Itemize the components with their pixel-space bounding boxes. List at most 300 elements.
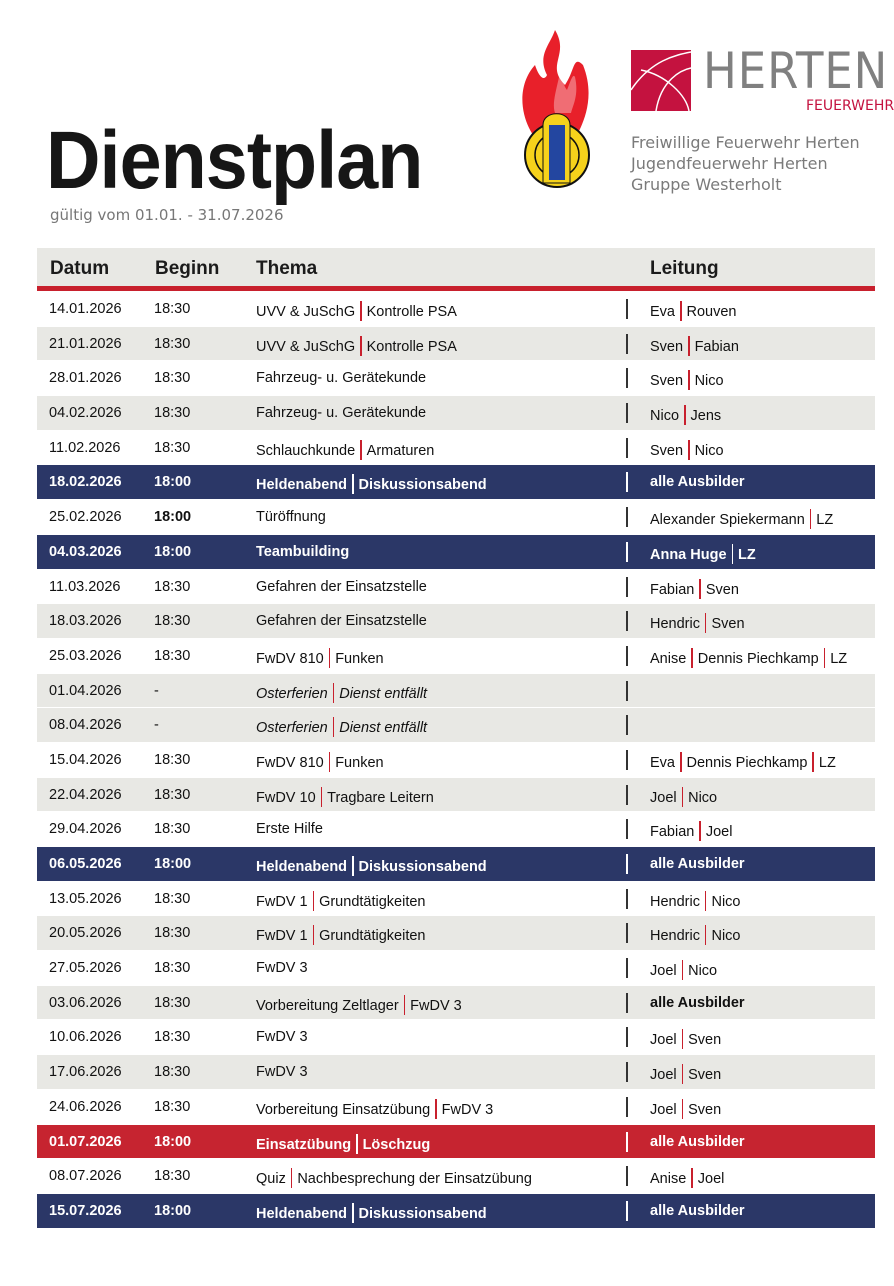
cell-theme [256,1134,430,1154]
column-divider [626,334,628,354]
separator [699,579,701,599]
cell-time: 18:30 [154,786,191,803]
lead-part: Joel [650,1032,677,1049]
separator [682,1099,684,1119]
theme-part: Kontrolle PSA [366,338,457,355]
lead-part: Nico [711,893,741,910]
cell-lead [650,474,745,491]
cell-time: 18:30 [154,890,191,907]
cell-date: 28.01.2026 [49,370,122,387]
cell-date: 06.05.2026 [49,856,122,872]
cell-theme [256,787,434,807]
cell-lead [650,995,745,1012]
lead-part: Sven [688,1032,722,1049]
lead-part: Fabian [650,824,695,841]
table-row [37,674,875,709]
validity-text: gültig vom 01.01. - 31.07.2026 [50,206,284,224]
table-row [37,465,875,500]
separator [688,336,690,356]
table-row [37,1055,875,1090]
column-divider [626,542,628,562]
theme-part: Teambuilding [256,543,350,560]
separator [691,648,693,668]
table-row [37,916,875,951]
cell-date: 22.04.2026 [49,786,122,803]
lead-part: Dennis Piechkamp [686,754,808,771]
cell-theme [256,891,425,911]
theme-part: Armaturen [366,442,435,459]
lead-part: Joel [705,824,733,841]
column-divider [626,715,628,735]
column-divider [626,785,628,805]
cell-lead [650,1168,724,1188]
theme-part: Schlauchkunde [256,442,356,459]
cell-theme [256,509,326,526]
table-row [37,292,875,327]
separator [329,752,331,772]
table-row [37,1194,875,1229]
lead-part: Nico [694,373,724,390]
separator [680,301,682,321]
separator [682,787,684,807]
cell-time: 18:30 [154,613,191,630]
lead-part: Alexander Spiekermann [650,512,805,529]
column-divider [626,681,628,701]
lead-part: Joel [650,1067,677,1084]
separator [824,648,826,668]
cell-lead [650,1134,745,1151]
cell-theme [256,960,308,977]
lead-part: Eva [650,754,675,771]
theme-part: Gefahren der Einsatzstelle [256,578,427,595]
cell-lead [650,648,847,668]
cell-theme [256,336,457,356]
cell-date: 04.02.2026 [49,405,122,422]
lead-part: Anna Huge [650,546,727,563]
theme-part: FwDV 810 [256,754,324,771]
separator [680,752,682,772]
cell-time: 18:00 [154,1202,192,1219]
lead-part: Rouven [686,304,737,320]
separator [732,544,734,564]
theme-part: FwDV 1 [256,928,308,945]
table-row [37,604,875,639]
column-header-leitung: Leitung [650,258,719,279]
cell-lead [650,579,739,599]
table-row [37,639,875,674]
separator [356,1134,358,1154]
separator [691,1168,693,1188]
table-row [37,327,875,362]
lead-part: Nico [694,442,724,459]
theme-part: Diskussionsabend [358,477,487,494]
theme-part: Kontrolle PSA [366,304,457,320]
separator [699,821,701,841]
cell-date: 11.02.2026 [49,439,121,456]
lead-part: Hendric [650,893,700,910]
lead-part: Eva [650,304,675,320]
theme-part: FwDV 3 [410,997,462,1014]
cell-date: 21.01.2026 [49,335,122,352]
cell-lead [650,544,756,564]
lead-part: Jens [690,408,722,425]
separator [291,1168,293,1188]
lead-part: Fabian [694,338,739,355]
cell-theme [256,925,425,945]
theme-part: Quiz [256,1171,286,1188]
table-row [37,743,875,778]
column-divider [626,923,628,943]
lead-part: Joel [650,963,677,980]
cell-date: 11.03.2026 [49,578,121,595]
cell-lead [650,336,739,356]
cell-time: 18:00 [154,543,192,560]
separator [705,891,707,911]
cell-lead [650,405,721,425]
theme-part: Fahrzeug- u. Gerätekunde [256,370,427,387]
theme-part: Türöffnung [256,509,326,526]
lead-part: Anise [650,650,687,667]
theme-part: FwDV 810 [256,650,324,667]
separator [329,648,331,668]
separator [360,440,362,460]
theme-part: FwDV 3 [256,1029,308,1046]
theme-part: FwDV 1 [256,893,308,910]
cell-lead [650,301,736,321]
cell-time: 18:30 [154,1064,191,1081]
dfv-logo [515,25,595,200]
theme-part: Grundtätigkeiten [319,928,426,945]
lead-part: Nico [711,928,741,945]
cell-time: 18:30 [154,370,191,387]
table-row [37,882,875,917]
theme-part: Osterferien [256,685,328,702]
lead-part: Joel [650,789,677,806]
separator [333,717,335,737]
separator [352,1203,354,1223]
table-row [37,361,875,396]
cell-lead [650,960,717,980]
cell-theme [256,821,323,838]
theme-part: Diskussionsabend [358,1205,487,1222]
schedule-table [37,292,875,1229]
lead-part: LZ [818,754,836,771]
lead-part: Sven [705,581,739,598]
theme-part: Nachbesprechung der Einsatzübung [297,1171,532,1188]
lead-part: Sven [650,338,684,355]
theme-part: FwDV 3 [441,1101,494,1118]
column-divider [626,958,628,978]
cell-lead [650,370,724,390]
cell-date: 20.05.2026 [49,925,122,942]
cell-date: 08.04.2026 [49,717,122,734]
separator [682,960,684,980]
column-divider [626,1132,628,1152]
column-divider [626,1166,628,1186]
cell-lead [650,925,740,945]
cell-theme [256,1168,532,1188]
cell-lead [650,440,724,460]
cell-time: 18:30 [154,439,191,456]
cell-theme [256,474,487,494]
table-row [37,1159,875,1194]
cell-lead [650,1099,721,1119]
lead-part: alle Ausbilder [650,1133,745,1150]
column-divider [626,1097,628,1117]
lead-part: Fabian [650,581,695,598]
cell-theme [256,1029,308,1046]
table-row [37,431,875,466]
page-title: Dienstplan [46,115,423,206]
column-divider [626,577,628,597]
column-divider [626,611,628,631]
lead-part: Sven [688,1101,722,1118]
cell-lead [650,856,745,873]
column-divider [626,750,628,770]
separator [684,405,686,425]
lead-part: Nico [650,408,680,425]
separator [352,474,354,494]
column-divider [626,1062,628,1082]
separator [810,509,812,529]
theme-part: UVV & JuSchG [256,304,356,320]
separator [682,1064,684,1084]
column-divider [626,438,628,458]
cell-time: 18:30 [154,1029,191,1046]
cell-theme [256,440,434,460]
table-row [37,500,875,535]
cell-time: 18:30 [154,647,191,664]
org-line: Jugendfeuerwehr Herten [631,154,828,173]
org-line: Gruppe Westerholt [631,175,782,194]
theme-part: Heldenabend [256,477,348,494]
separator [360,336,362,356]
theme-part: Funken [335,754,384,771]
table-row [37,812,875,847]
column-header-datum: Datum [50,258,110,279]
theme-part: Dienst entfällt [339,720,428,737]
theme-part: FwDV 10 [256,789,316,806]
cell-time: 18:30 [154,578,191,595]
table-row [37,1125,875,1160]
cell-theme [256,648,384,668]
lead-part: LZ [816,512,834,529]
cell-theme [256,405,426,422]
cell-date: 15.04.2026 [49,751,122,768]
cell-time: 18:30 [154,301,191,317]
organization-lines [631,132,860,195]
table-row [37,396,875,431]
cell-theme [256,544,349,561]
separator [321,787,323,807]
theme-part: UVV & JuSchG [256,338,356,355]
cell-date: 03.06.2026 [49,994,122,1011]
column-divider [626,299,628,319]
cell-date: 29.04.2026 [49,821,122,838]
cell-theme [256,717,427,737]
lead-part: LZ [738,546,756,563]
table-row [37,1020,875,1055]
cell-theme [256,1064,308,1081]
cell-lead [650,752,836,772]
cell-time: 18:30 [154,821,191,838]
lead-part: Hendric [650,616,700,633]
theme-part: Fahrzeug- u. Gerätekunde [256,405,427,422]
cell-lead [650,509,833,529]
cell-lead [650,1064,721,1084]
cell-date: 15.07.2026 [49,1202,122,1219]
lead-part: Nico [688,789,718,806]
column-header-beginn: Beginn [155,258,220,279]
cell-time: 18:00 [154,856,192,872]
cell-lead [650,891,740,911]
separator [313,925,315,945]
separator [352,856,354,876]
cell-time: 18:00 [154,474,192,491]
column-divider [626,1027,628,1047]
cell-time: 18:00 [154,509,192,526]
cell-date: 04.03.2026 [49,543,122,560]
column-divider [626,646,628,666]
cell-date: 01.07.2026 [49,1133,122,1150]
cell-time: - [154,717,159,734]
lead-part: alle Ausbilder [650,856,745,872]
column-divider [626,403,628,423]
theme-part: Dienst entfällt [339,685,428,702]
theme-part: Grundtätigkeiten [319,893,426,910]
cell-theme [256,995,462,1015]
lead-part: alle Ausbilder [650,1202,745,1219]
lead-part: Joel [697,1171,725,1188]
separator [812,752,814,772]
cell-date: 25.03.2026 [49,647,122,664]
cell-time: 18:30 [154,335,191,352]
column-divider [626,854,628,874]
theme-part: Vorbereitung Zeltlager [256,997,399,1014]
lead-part: Hendric [650,928,700,945]
column-divider [626,472,628,492]
cell-date: 18.03.2026 [49,613,122,630]
cell-time: 18:30 [154,751,191,768]
logo-herten-text: HERTEN [703,42,889,100]
cell-theme [256,1099,493,1119]
table-row [37,778,875,813]
separator [688,370,690,390]
theme-part: FwDV 3 [256,960,308,977]
separator [688,440,690,460]
cell-lead [650,821,732,841]
table-row [37,951,875,986]
theme-part: Heldenabend [256,1205,348,1222]
column-header-thema: Thema [256,258,318,279]
table-row [37,847,875,882]
cell-time: 18:30 [154,925,191,942]
cell-lead [650,787,717,807]
cell-time: 18:30 [154,1098,191,1115]
lead-part: alle Ausbilder [650,994,745,1011]
theme-part: Einsatzübung [256,1136,352,1153]
cell-theme [256,683,427,703]
cell-theme [256,1203,487,1223]
cell-date: 14.01.2026 [49,301,122,317]
separator [404,995,406,1015]
table-header [37,248,875,291]
cell-time: 18:00 [154,1133,192,1150]
lead-part: Sven [650,373,684,390]
cell-time: - [154,682,159,699]
column-divider [626,507,628,527]
table-row [37,708,875,743]
cell-date: 27.05.2026 [49,960,122,977]
theme-part: Gefahren der Einsatzstelle [256,613,427,630]
org-line: Freiwillige Feuerwehr Herten [631,133,860,152]
cell-time: 18:30 [154,994,191,1011]
cell-date: 08.07.2026 [49,1168,122,1185]
table-row [37,986,875,1021]
theme-part: Heldenabend [256,859,348,875]
cell-lead [650,1029,721,1049]
cell-time: 18:30 [154,960,191,977]
cell-date: 17.06.2026 [49,1064,122,1081]
cell-date: 10.06.2026 [49,1029,122,1046]
table-row [37,1090,875,1125]
theme-part: Osterferien [256,720,328,737]
cell-theme [256,370,426,387]
column-divider [626,993,628,1013]
separator [360,301,362,321]
lead-part: Sven [711,616,745,633]
theme-part: Tragbare Leitern [327,789,434,806]
column-divider [626,1201,628,1221]
column-divider [626,368,628,388]
cell-theme [256,613,427,630]
cell-lead [650,1203,745,1220]
separator [705,925,707,945]
theme-part: Löschzug [362,1136,431,1153]
theme-part: Erste Hilfe [256,821,323,838]
cell-time: 18:30 [154,405,191,422]
cell-date: 25.02.2026 [49,509,122,526]
lead-part: Dennis Piechkamp [697,650,819,667]
cell-theme [256,856,487,876]
cell-date: 13.05.2026 [49,890,122,907]
separator [333,683,335,703]
table-row [37,535,875,570]
cell-time: 18:30 [154,1168,191,1185]
cell-date: 01.04.2026 [49,682,122,699]
separator [682,1029,684,1049]
cell-theme [256,301,457,321]
separator [705,613,707,633]
cell-theme [256,579,427,596]
separator [313,891,315,911]
logo-feuerwehr-text: FEUERWEHR [806,98,894,114]
cell-date: 18.02.2026 [49,474,122,491]
lead-part: alle Ausbilder [650,474,745,491]
lead-part: Nico [688,963,718,980]
theme-part: FwDV 3 [256,1064,308,1081]
cell-theme [256,752,384,772]
theme-part: Diskussionsabend [358,859,487,875]
lead-part: Anise [650,1171,687,1188]
theme-part: Vorbereitung Einsatzübung [256,1101,431,1118]
lead-part: LZ [830,650,848,667]
cell-lead [650,613,745,633]
lead-part: Joel [650,1101,677,1118]
table-row [37,570,875,605]
theme-part: Funken [335,650,384,667]
column-divider [626,819,628,839]
